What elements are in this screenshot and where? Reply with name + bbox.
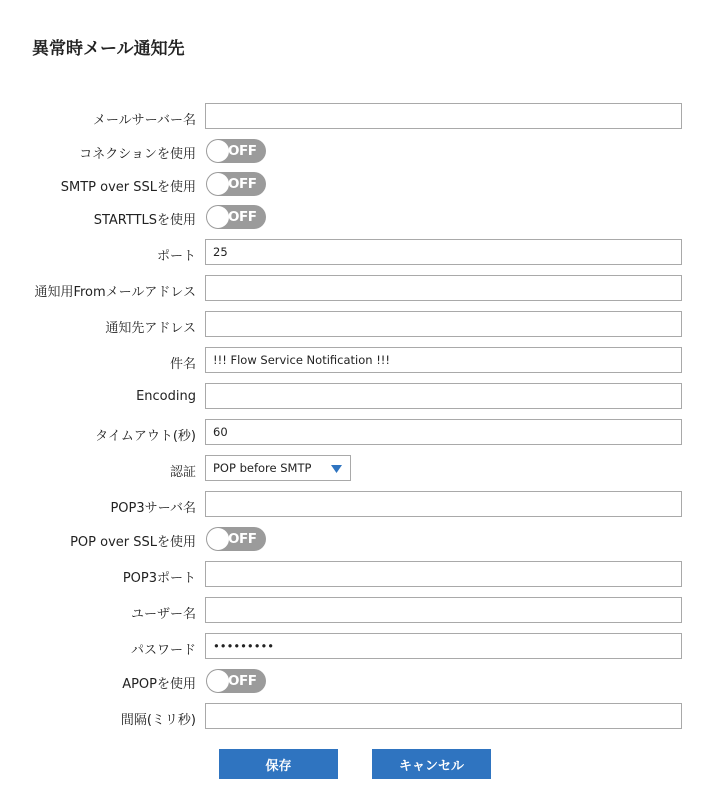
auth-selected-value: POP before SMTP bbox=[213, 461, 312, 475]
row-password bbox=[0, 633, 710, 661]
toggle-knob bbox=[207, 670, 229, 692]
subject-label: 件名 bbox=[169, 357, 196, 372]
username-input[interactable] bbox=[205, 597, 682, 623]
encoding-label: Encoding bbox=[136, 389, 196, 404]
row-encoding bbox=[0, 383, 710, 411]
row-port bbox=[0, 239, 710, 267]
pop3-port-input[interactable] bbox=[205, 561, 682, 587]
toggle-state: OFF bbox=[228, 143, 257, 159]
timeout-label: タイムアウト(秒) bbox=[95, 429, 196, 444]
subject-input[interactable] bbox=[205, 347, 682, 373]
mail-server-input[interactable] bbox=[205, 103, 682, 129]
row-interval bbox=[0, 703, 710, 731]
username-label: ユーザー名 bbox=[130, 607, 196, 622]
starttls-label: STARTTLSを使用 bbox=[93, 213, 196, 228]
password-input[interactable] bbox=[205, 633, 682, 659]
page-title: 異常時メール通知先 bbox=[32, 39, 185, 59]
auth-select[interactable] bbox=[205, 455, 351, 481]
row-starttls bbox=[0, 203, 710, 231]
row-pop-ssl bbox=[0, 525, 710, 553]
interval-input[interactable] bbox=[205, 703, 682, 729]
password-label: パスワード bbox=[130, 643, 196, 658]
to-address-label: 通知先アドレス bbox=[105, 321, 196, 336]
smtp-ssl-label: SMTP over SSLを使用 bbox=[60, 180, 196, 195]
toggle-knob bbox=[207, 206, 229, 228]
row-to-address bbox=[0, 311, 710, 339]
toggle-knob bbox=[207, 140, 229, 162]
dropdown-triangle-icon bbox=[331, 465, 342, 473]
toggle-state: OFF bbox=[228, 209, 257, 225]
row-timeout bbox=[0, 419, 710, 447]
timeout-input[interactable] bbox=[205, 419, 682, 445]
interval-label: 間隔(ミリ秒) bbox=[120, 713, 196, 728]
pop-ssl-label: POP over SSLを使用 bbox=[70, 535, 196, 550]
row-pop3-server bbox=[0, 491, 710, 519]
auth-label: 認証 bbox=[169, 465, 196, 480]
toggle-state: OFF bbox=[228, 673, 257, 689]
pop3-server-input[interactable] bbox=[205, 491, 682, 517]
toggle-state: OFF bbox=[228, 531, 257, 547]
pop3-server-label: POP3サーバ名 bbox=[110, 501, 196, 516]
apop-label: APOPを使用 bbox=[122, 677, 196, 692]
row-mail-server bbox=[0, 103, 710, 131]
from-address-label: 通知用Fromメールアドレス bbox=[34, 285, 196, 300]
from-address-input[interactable] bbox=[205, 275, 682, 301]
row-from-address bbox=[0, 275, 710, 303]
mail-server-label: メールサーバー名 bbox=[92, 113, 196, 128]
toggle-knob bbox=[207, 528, 229, 550]
row-apop bbox=[0, 667, 710, 695]
row-auth bbox=[0, 455, 710, 483]
row-connection bbox=[0, 137, 710, 165]
connection-label: コネクションを使用 bbox=[79, 147, 196, 162]
save-button[interactable]: 保存 bbox=[219, 749, 338, 779]
port-label: ポート bbox=[156, 249, 196, 264]
smtp-ssl-toggle[interactable] bbox=[206, 172, 266, 196]
encoding-input[interactable] bbox=[205, 383, 682, 409]
toggle-state: OFF bbox=[228, 176, 257, 192]
row-username bbox=[0, 597, 710, 625]
toggle-knob bbox=[207, 173, 229, 195]
apop-toggle[interactable] bbox=[206, 669, 266, 693]
row-subject bbox=[0, 347, 710, 375]
cancel-button[interactable]: キャンセル bbox=[372, 749, 491, 779]
connection-toggle[interactable] bbox=[206, 139, 266, 163]
pop-ssl-toggle[interactable] bbox=[206, 527, 266, 551]
row-pop3-port bbox=[0, 561, 710, 589]
pop3-port-label: POP3ポート bbox=[122, 571, 196, 586]
starttls-toggle[interactable] bbox=[206, 205, 266, 229]
port-input[interactable] bbox=[205, 239, 682, 265]
to-address-input[interactable] bbox=[205, 311, 682, 337]
row-smtp-ssl bbox=[0, 170, 710, 198]
